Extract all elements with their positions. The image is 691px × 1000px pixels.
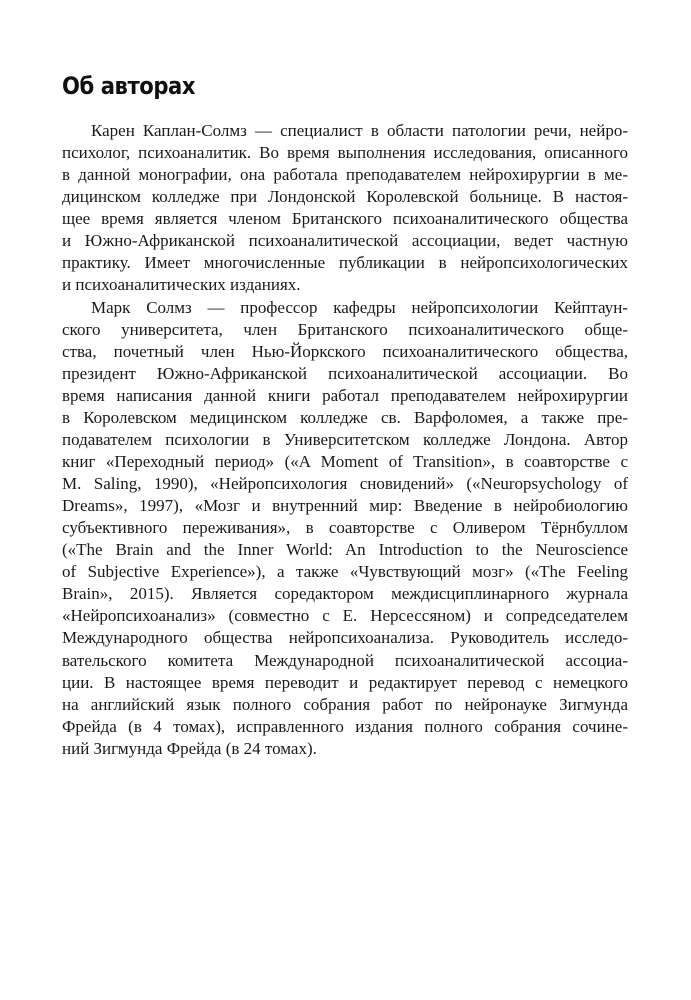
text-line: ции. В настоящее время переводит и редактирует перевод с немецкого — [62, 672, 628, 692]
text-line: Международного общества нейропсихоанализа. Руководитель исследо- — [62, 628, 628, 648]
text-line: субъективного переживания», в соавторстве с Оливером Тёрнбуллом — [62, 518, 628, 538]
text-line: психолог, психоаналитик. Во время выполнения исследования, описанного — [62, 143, 628, 163]
text-line: ского университета, член Британского психоаналитического обще- — [62, 319, 628, 339]
text-line: Dreams», 1997), «Мозг и внутренний мир: Введение в нейробиологию — [62, 496, 628, 516]
text-line: президент Южно-Африканской психоаналитической ассоциации. Во — [62, 363, 628, 383]
text-line: ства, почетный член Нью-Йоркского психоаналитического общества, — [62, 341, 628, 361]
body-text — [62, 120, 628, 760]
text-line: M. Saling, 1990), «Нейропсихология сновидений» («Neuropsychology of — [62, 474, 628, 493]
text-line: в данной монографии, она работала преподавателем нейрохирургии в ме- — [62, 165, 628, 185]
text-line: Карен Каплан-Солмз — специалист в области патологии речи, нейро- — [91, 121, 628, 140]
text-line: время написания данной книги работал преподавателем нейрохирургии — [62, 385, 628, 405]
text-line: («The Brain and the Inner World: An Introduction to the Neuroscience — [62, 540, 628, 560]
text-line: «Нейропсихоанализ» (совместно с Е. Нерсессяном) и сопредседателем — [62, 606, 628, 626]
text-line: щее время является членом Британского психоаналитического общества — [62, 209, 628, 229]
text-line: и психоаналитических изданиях. — [62, 275, 301, 295]
text-line: на английский язык полного собрания работ по нейронауке Зигмунда — [62, 694, 628, 714]
paragraph-mark-solms — [62, 297, 628, 760]
text-line: Фрейда (в 4 томах), исправленного издания полного собрания сочине- — [62, 716, 628, 736]
text-line: подавателем психологии в Университетском колледже Лондона. Автор — [62, 429, 628, 449]
text-line: of Subjective Experience»), а также «Чувствующий мозг» («The Feeling — [62, 562, 628, 582]
text-line: Марк Солмз — профессор кафедры нейропсихологии Кейптаун- — [91, 297, 628, 317]
text-line: практику. Имеет многочисленные публикации в нейропсихологических — [62, 253, 628, 273]
section-heading: Об авторах — [62, 72, 196, 100]
text-line: в Королевском медицинском колледже св. Варфоломея, а также пре- — [62, 407, 628, 427]
paragraph-karen-kaplan-solms — [62, 120, 628, 297]
text-line: книг «Переходный период» («A Moment of Transition», в соавторстве с — [62, 451, 628, 471]
text-line: и Южно-Африканской психоаналитической ассоциации, ведет частную — [62, 231, 628, 251]
text-line: вательского комитета Международной психоаналитической ассоциа- — [62, 650, 628, 670]
text-line: Brain», 2015). Является соредактором междисциплинарного журнала — [62, 584, 628, 604]
text-line: ний Зигмунда Фрейда (в 24 томах). — [62, 738, 317, 758]
text-line: дицинском колледже при Лондонской Королевской больнице. В настоя- — [62, 187, 628, 207]
